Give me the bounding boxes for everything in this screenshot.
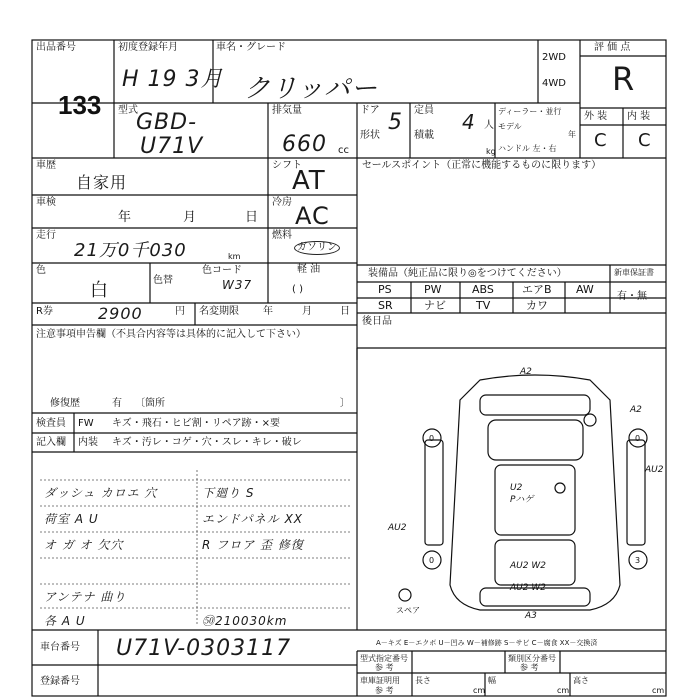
- color-change-label: 色替: [153, 275, 173, 286]
- equip-tv: TV: [476, 299, 491, 312]
- svg-text:3: 3: [635, 556, 641, 565]
- r-ticket-yen: 円: [175, 306, 185, 317]
- registration-label: 登録番号: [40, 676, 80, 687]
- remark-left-1: ダッシュ カロエ 穴: [44, 486, 158, 500]
- svg-text:0: 0: [635, 434, 641, 443]
- type-spec-label: 型式指定番号: [360, 654, 408, 663]
- inner-items: キズ・汚レ・コゲ・穴・スレ・キレ・破レ: [112, 437, 302, 448]
- type-spec-ref: 参 考: [375, 663, 394, 672]
- equip-sr: SR: [378, 299, 393, 312]
- ac-value: AC: [295, 202, 330, 230]
- chassis-value: U71V-0303117: [116, 636, 292, 661]
- first-registration-value: H 19 3月: [122, 67, 224, 92]
- fw-label: FW: [78, 418, 94, 429]
- front-bumper: [480, 395, 590, 415]
- equip-abs: ABS: [472, 283, 494, 296]
- car-name-value: クリッパー: [244, 74, 378, 104]
- width-unit: cm: [557, 686, 570, 695]
- type-value-2: U71V: [140, 134, 204, 159]
- mark-a3: A3: [525, 611, 537, 621]
- exterior-value: C: [594, 130, 608, 151]
- garage-cert-label: 車庫証明用: [360, 676, 400, 685]
- r-ticket-label: R券: [36, 306, 53, 317]
- inspection-year: 年: [118, 210, 132, 225]
- car-name-label: 車名・グレード: [216, 42, 286, 53]
- inspector-label: 検査員: [36, 418, 66, 429]
- lot-number: 133: [58, 90, 102, 120]
- record-label: 記入欄: [36, 437, 66, 448]
- fw-items: キズ・飛石・ヒビ割・リペア跡・×要: [112, 418, 280, 429]
- name-change-label: 名変期限: [199, 306, 239, 317]
- interior-label: 内 装: [627, 111, 651, 122]
- left-side: [425, 440, 443, 545]
- lot-number-label: 出品番号: [36, 42, 76, 53]
- r-ticket-value: 2900: [98, 304, 143, 323]
- mileage-unit: km: [228, 252, 241, 261]
- spare-label: スペア: [396, 606, 420, 615]
- name-change-day: 日: [340, 306, 350, 317]
- capacity-value: 4: [462, 110, 476, 134]
- remark-right-3: R フロア 歪 修復: [202, 538, 304, 552]
- warranty-value: 有・無: [617, 291, 647, 302]
- category-ref: 参 考: [520, 663, 539, 672]
- roof: [495, 465, 575, 535]
- displacement-unit: cc: [338, 145, 349, 156]
- back-items-label: 後日品: [362, 316, 392, 327]
- equip-airbag: エアB: [522, 283, 552, 296]
- equip-navi: ナビ: [424, 299, 446, 312]
- notes-label: 注意事項申告欄（不具合内容等は具体的に記入して下さい）: [36, 329, 306, 340]
- first-registration-label: 初度登録年月: [118, 42, 178, 53]
- mark-a2-right: A2: [630, 405, 642, 415]
- color-code-label: 色コード: [202, 265, 242, 276]
- mileage-value: 21万0千030: [74, 240, 187, 261]
- damage-legend: A－キズ E－エクボ U－凹み W－補修跡 S－サビ C－腐食 XX－交換済: [376, 639, 598, 647]
- fuel-label: 燃料: [272, 230, 292, 241]
- mark-au2-left: AU2: [388, 523, 407, 533]
- doors-value: 5: [388, 110, 403, 135]
- mark-au2-rear2: AU2 W2: [510, 583, 546, 593]
- name-change-year: 年: [263, 306, 273, 317]
- ac-label: 冷房: [272, 197, 292, 208]
- exterior-label: 外 装: [584, 111, 608, 122]
- displacement-value: 660: [282, 132, 327, 157]
- repair-yes: 有: [112, 398, 122, 409]
- mark-au2-rear1: AU2 W2: [510, 561, 546, 571]
- mileage-label: 走行: [36, 230, 56, 241]
- mark-au2-right: AU2: [645, 465, 664, 475]
- category-label: 類別区分番号: [508, 654, 556, 663]
- color-label: 色: [36, 265, 46, 276]
- score-value: R: [612, 60, 636, 98]
- handle-label: ハンドル 左・右: [498, 144, 557, 153]
- history-value: 自家用: [76, 173, 128, 192]
- sales-point-label: セールスポイント（正常に機能するものに限ります）: [362, 160, 602, 171]
- inspection-day: 日: [245, 210, 259, 225]
- shift-value: AT: [292, 166, 326, 196]
- mark-phage: Pハゲ: [510, 495, 534, 505]
- height-unit: cm: [652, 686, 665, 695]
- inner-label: 内装: [78, 437, 98, 448]
- model-year-label: モデル: [498, 122, 522, 131]
- remark-left-2: 荷室 A U: [44, 512, 99, 526]
- remark-right-1: 下廻り S: [202, 486, 255, 500]
- equip-leather: カワ: [526, 299, 548, 312]
- fuel-gas: [294, 241, 340, 255]
- color-value: 白: [90, 280, 109, 301]
- hood: [488, 420, 583, 460]
- type-label: 型式: [118, 105, 138, 116]
- width-label: 幅: [488, 676, 496, 685]
- capacity-unit: 人: [484, 120, 494, 131]
- inspection-month: 月: [183, 210, 197, 225]
- shape-label: 形状: [360, 130, 380, 141]
- garage-cert-ref: 参 考: [375, 686, 394, 695]
- length-label: 長さ: [415, 676, 431, 685]
- repair-close: 〕: [340, 398, 350, 409]
- dealer-label: ディーラー・並行: [498, 107, 562, 116]
- load-label: 積載: [414, 130, 434, 141]
- chassis-label: 車台番号: [40, 642, 80, 653]
- remark-left-5: 各 A U: [44, 614, 86, 628]
- name-change-month: 月: [302, 306, 312, 317]
- load-unit: kg: [486, 147, 496, 156]
- drive-4wd: 4WD: [542, 78, 566, 89]
- height-label: 高さ: [573, 676, 589, 685]
- fuel-gas-circle: ガソリン: [294, 241, 340, 255]
- capacity-label: 定員: [414, 105, 434, 116]
- drive-2wd: 2WD: [542, 52, 566, 63]
- type-value-1: GBD-: [136, 110, 198, 135]
- length-unit: cm: [473, 686, 486, 695]
- remark-left-3: オ ガ オ 欠穴: [44, 538, 124, 552]
- repair-place: 〔箇所: [135, 398, 165, 409]
- warranty-label: 新車保証書: [614, 268, 654, 277]
- remark-right-5: ㊿210030km: [202, 614, 288, 628]
- score-label: 評 価 点: [594, 42, 631, 53]
- fuel-diesel: 軽 油: [297, 264, 321, 275]
- interior-value: C: [638, 130, 652, 151]
- shift-label: シフト: [272, 160, 302, 171]
- equip-pw: PW: [424, 283, 442, 296]
- doors-label: ドア: [360, 105, 380, 116]
- mark-u2-roof: U2: [510, 483, 523, 493]
- inspection-label: 車検: [36, 197, 56, 208]
- car-body-outline: [450, 375, 620, 610]
- remark-left-4: アンテナ 曲り: [44, 590, 127, 604]
- equip-aw: AW: [576, 283, 594, 296]
- displacement-label: 排気量: [272, 105, 302, 116]
- right-side: [627, 440, 645, 545]
- model-year-suffix: 年: [568, 130, 576, 139]
- equipment-label: 装備品（純正品に限り◎をつけてください）: [368, 268, 567, 279]
- svg-text:0: 0: [429, 556, 435, 565]
- remark-right-2: エンドパネル XX: [202, 512, 304, 526]
- svg-text:0: 0: [429, 434, 435, 443]
- equip-ps: PS: [378, 283, 392, 296]
- history-label: 車歴: [36, 160, 56, 171]
- fuel-other: ( ): [292, 284, 303, 295]
- mark-a2-front: A2: [520, 367, 532, 377]
- repair-label: 修復歴: [50, 398, 80, 409]
- color-code-value: W37: [222, 278, 253, 292]
